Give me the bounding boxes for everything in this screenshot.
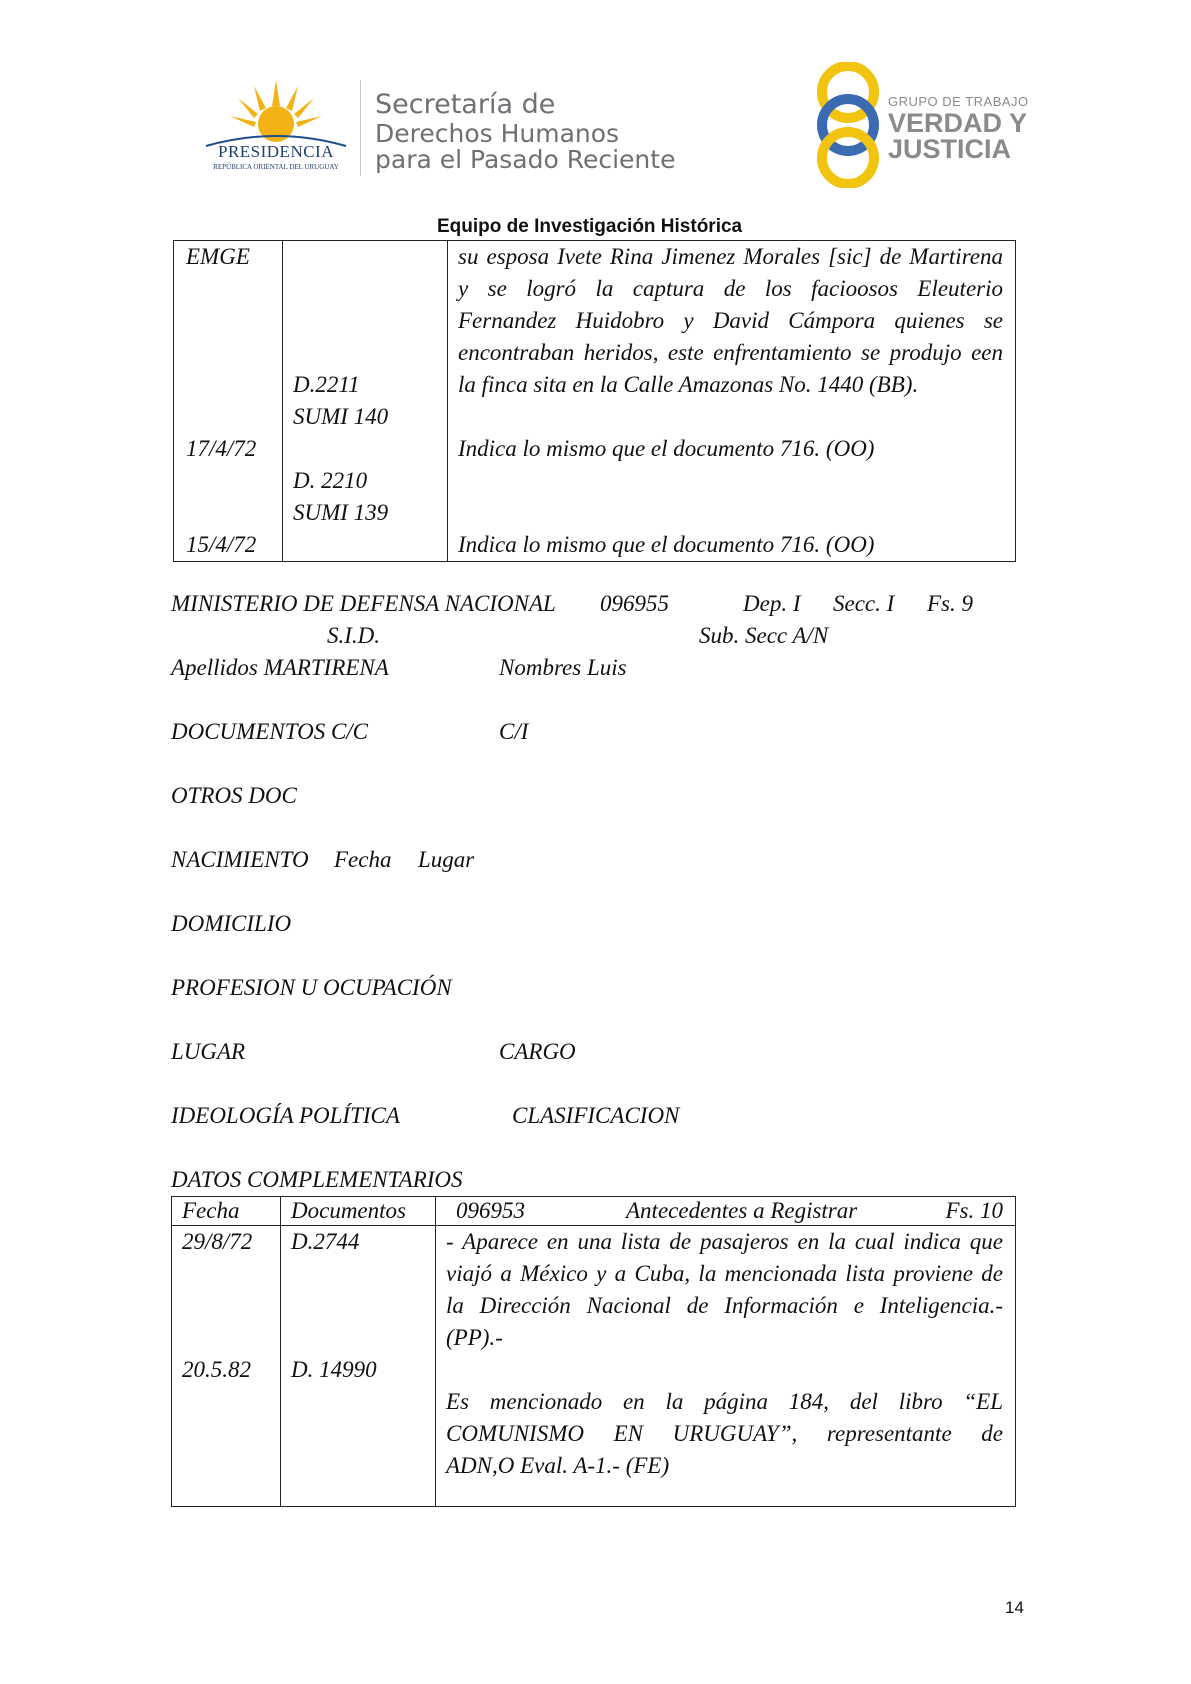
table2-cell [182, 1290, 280, 1322]
table1-cell: 17/4/72 [186, 436, 257, 461]
table1-cell: y se logró la captura de los facioosos Eleuterio [458, 276, 1003, 301]
table2-col-date [172, 1226, 281, 1507]
verdad-label: VERDAD Y [888, 108, 1028, 138]
table1-cell [293, 305, 447, 337]
table2-header-fs: Fs. 10 [945, 1198, 1003, 1223]
table1-cell: la finca sita en la Calle Amazonas No. 1440 (BB). [458, 372, 919, 397]
table2-cell: COMUNISMO EN URUGUAY”, representante de [446, 1421, 1003, 1446]
subsecc-label: Sub. Secc A/N [699, 623, 829, 648]
table1-cell: D. 2210 [293, 468, 368, 493]
table2-cell: Es mencionado en la página 184, del libro “EL [446, 1389, 1003, 1414]
table1-cell [293, 433, 447, 465]
cargo-label: CARGO [499, 1039, 576, 1064]
table1-cell [293, 529, 447, 561]
table1-cell: Indica lo mismo que el documento 716. (OO) [458, 436, 875, 461]
table2-cell [291, 1258, 435, 1290]
nombres-field: Nombres Luis [499, 655, 627, 680]
secc-label: Secc. I [833, 591, 895, 616]
clasificacion-label: CLASIFICACION [512, 1103, 680, 1128]
table2-cell: ADN,O Eval. A-1.- (FE) [446, 1453, 670, 1478]
fs-label: Fs. 9 [927, 591, 973, 616]
apellidos-field: Apellidos MARTIRENA [171, 655, 389, 680]
ministerio-label: MINISTERIO DE DEFENSA NACIONAL [171, 591, 556, 616]
otros-doc-label: OTROS DOC [171, 783, 297, 808]
table1-cell: encontraban heridos, este enfrentamiento se produjo een [458, 340, 1003, 365]
table1-cell [293, 241, 447, 273]
ficha-number: 096955 [600, 591, 669, 616]
table1-cell: Fernandez Huidobro y David Cámpora quienes se [458, 308, 1003, 333]
table1-cell [186, 401, 282, 433]
rings-icon [812, 62, 892, 188]
table2-cell: - Aparece en una lista de pasajeros en la cual indica que [446, 1229, 1003, 1254]
fecha-label: Fecha [334, 847, 392, 872]
profesion-label: PROFESION U OCUPACIÓN [171, 975, 452, 1000]
table2-cell: 29/8/72 [182, 1229, 253, 1254]
table2-header-documentos: Documentos [291, 1198, 406, 1223]
table1-cell [186, 337, 282, 369]
sun-icon [196, 80, 356, 150]
table2-cell [182, 1450, 280, 1482]
table2-cell: D. 14990 [291, 1357, 377, 1382]
table1-cell: su esposa Ivete Rina Jimenez Morales [sic] de Martirena [458, 244, 1003, 269]
table1-cell [186, 305, 282, 337]
presidencia-subtitle: REPÚBLICA ORIENTAL DEL URUGUAY [213, 163, 339, 171]
table1-col-date [174, 241, 283, 562]
table2-cell: (PP).- [446, 1325, 503, 1350]
ci-label: C/I [499, 719, 529, 744]
table1-cell [186, 369, 282, 401]
table1-cell: D.2211 [293, 372, 360, 397]
table2-cell [291, 1322, 435, 1354]
table2-cell: viajó a México y a Cuba, la mencionada lista proviene de [446, 1261, 1003, 1286]
table2-cell [182, 1418, 280, 1450]
secretaria-line-2: Derechos Humanos [375, 119, 620, 148]
records-table-2 [171, 1196, 1016, 1507]
table1-cell: Indica lo mismo que el documento 716. (OO) [458, 532, 875, 557]
table2-cell [291, 1290, 435, 1322]
table1-cell [186, 465, 282, 497]
header-divider [360, 80, 361, 176]
table2-cell [291, 1418, 435, 1450]
table1-col-text [448, 241, 1016, 562]
table1-cell [186, 497, 282, 529]
grupo-de-trabajo-label: GRUPO DE TRABAJO [888, 94, 1029, 109]
ideologia-label: IDEOLOGÍA POLÍTICA [171, 1103, 400, 1128]
table1-cell [458, 401, 1003, 433]
sid-label: S.I.D. [327, 623, 381, 648]
datos-complementarios-label: DATOS COMPLEMENTARIOS [171, 1167, 463, 1192]
table2-cell: D.2744 [291, 1229, 360, 1254]
presidencia-logo [196, 80, 356, 180]
domicilio-label: DOMICILIO [171, 911, 292, 936]
table1-cell [458, 465, 1003, 497]
table2-col-docs [281, 1226, 436, 1507]
table1-col-docs [283, 241, 448, 562]
table2-cell [182, 1258, 280, 1290]
table1-cell: SUMI 139 [293, 500, 389, 525]
table2-header-antecedentes: Antecedentes a Registrar [626, 1198, 858, 1223]
table1-cell [293, 337, 447, 369]
table1-cell: SUMI 140 [293, 404, 389, 429]
table2-cell: la Dirección Nacional de Información e Inteligencia.- [446, 1293, 1003, 1318]
table1-cell [458, 497, 1003, 529]
table2-cell [291, 1450, 435, 1482]
lugar-nacimiento-label: Lugar [418, 847, 475, 872]
lugar-label: LUGAR [171, 1039, 246, 1064]
secretaria-line-3: para el Pasado Reciente [375, 145, 676, 174]
table2-col-text [436, 1226, 1016, 1507]
team-title: Equipo de Investigación Histórica [437, 216, 743, 237]
table2-cell [446, 1354, 1003, 1386]
table1-cell: 15/4/72 [186, 532, 257, 557]
presidencia-title: PRESIDENCIA [217, 142, 334, 161]
table2-cell [182, 1386, 280, 1418]
table2-header-fecha: Fecha [182, 1198, 240, 1223]
table2-cell [182, 1322, 280, 1354]
verdad-justicia-logo [812, 62, 1029, 188]
dep-label: Dep. I [743, 591, 801, 616]
secretaria-line-1: Secretaría de [375, 89, 556, 120]
table2-header-row [172, 1197, 1016, 1226]
table2-header-number: 096953 [456, 1198, 525, 1223]
table1-cell: EMGE [186, 244, 250, 269]
records-table-1 [173, 240, 1016, 562]
nacimiento-label: NACIMIENTO [171, 847, 309, 872]
table2-cell [291, 1386, 435, 1418]
documentos-label: DOCUMENTOS C/C [171, 719, 369, 744]
justicia-label: JUSTICIA [888, 134, 1012, 164]
page-number: 14 [1005, 1598, 1024, 1617]
table1-cell [293, 273, 447, 305]
table1-cell [186, 273, 282, 305]
table2-cell: 20.5.82 [182, 1357, 251, 1382]
